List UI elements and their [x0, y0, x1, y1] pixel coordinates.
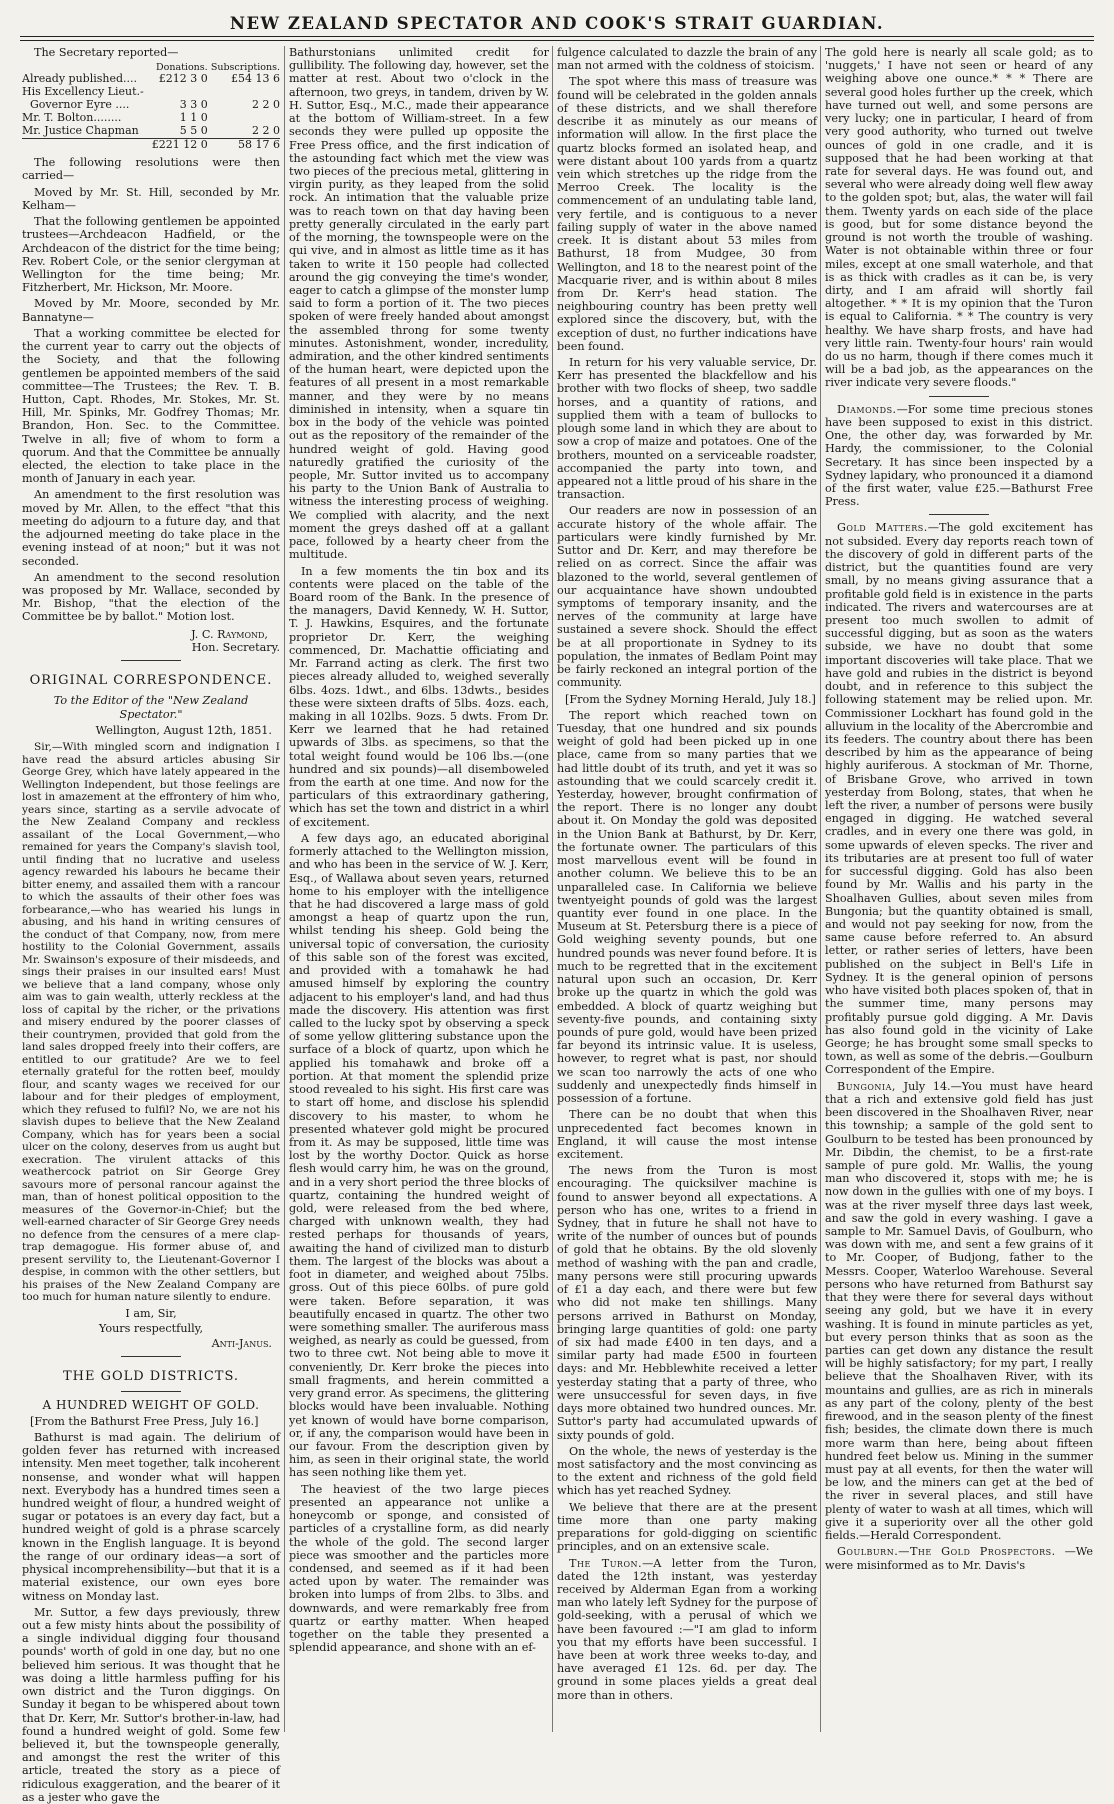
paragraph — [825, 1545, 1093, 1571]
masthead: NEW ZEALAND SPECTATOR AND COOK'S STRAIT GUARDIAN. — [229, 14, 885, 33]
table-row — [22, 125, 280, 138]
paragraph — [825, 521, 1093, 1076]
paragraph — [557, 1557, 817, 1702]
paragraph: An amendment to the second resolution was proposed by Mr. Wallace, seconded by Mr. Bishop, "that the election of the Committee be by ballot." Motion lost. — [22, 570, 280, 624]
subscriptions-table — [22, 62, 280, 152]
paragraph: The report which reached town on Tuesday, that one hundred and six pounds weight of gold had been picked up in one place, came from so many parties that we had little doubt of its truth, and yet it was so astounding that we could scarcely credit it. Yesterday, however, brought confirmation of the report. There is no longer any doubt about it. On Monday the gold was deposited in the Union Bank at Bathurst, by Dr. Kerr, the fortunate owner. The particulars of this most marvellous event will be found in another column. We believe this to be an unparalleled case. In California we believe twentyeight pounds of gold was the largest quantity ever found in one place. In the Museum at St. Petersburg there is a piece of Gold weighing seventy pounds, but one hundred pounds was never found before. It is much to be regretted that in the excitement natural upon such an occasion, Dr. Kerr broke up the quartz in which the gold was embedded. A block of quartz weighing but seventy-five pounds, and containing sixty pounds of pure gold, would have been prized far beyond its intrinsic value. It is useless, however, to regret what is past, nor should we scan too narrowly the acts of one who suddenly and unexpectedly finds himself in possession of a fortune. — [557, 708, 817, 1106]
paragraph: An amendment to the first resolution was moved by Mr. Allen, to the effect "that this meeting do adjourn to a future day, and that the adjourned meeting do take place in the evening instead of at noon;" but it was not seconded. — [22, 488, 280, 568]
letter-body: Sir,—With mingled scorn and indignation I have read the absurd articles abusing Sir George Grey, which have lately appeared in the Wellington Independent, but those feelings are lost in amazement at the effrontery of him who, years since, starting as a servile advocate of the New Zealand Company and reckless assailant of the Local Government,—who remained for years the Company's slavish tool, until finding that no lucrative and useless agency rewarded his labours he became their bitter enemy, and assailed them with a rancour to which the assaults of their other foes was forbearance,—who has wearied his lungs in abusing, and his hand in writing censures of the conduct of that Company, now, from mere hostility to the Colonial Government, assails Mr. Swainson's exposure of their misdeeds, and sings their praises in our insulted ears! Must we believe that a land company, whose only aim was to gain wealth, utterly reckless at the loss of capital by the richer, or the privations and misery endured by the poorer classes of their countrymen, provided that gold from the land sales dropped freely into their coffers, are entitled to our gratitude? Are we to feel eternally grateful for the rotten beef, mouldy flour, and scanty wages we received for our labour and for their pledges of employment, which they refused to fulfil? No, we are not his slavish dupes to believe that the New Zealand Company, which has for years been a social ulcer on the colony, deserves from us aught but execration. The virulent attacks of this weathercock patriot on Sir George Grey savours more of personal rancour against the man, than of honest political opposition to the measures of the Governor-in-Chief; but the well-earned character of Sir George Grey needs no defence from the censures of a mere clap-trap demagogue. His former abuse of, and present servility to, the Lieutenant-Governor I despise, in common with the other settlers, but his praises of the New Zealand Company are too much for human nature silently to endure. — [22, 741, 280, 1304]
secretary-report-intro: The Secretary reported— — [34, 46, 179, 59]
run-in-heading: Gold Matters. — [837, 521, 928, 535]
row-name: Mr. T. Bolton........ — [22, 111, 122, 125]
paragraph: We believe that there are at the present time more than one party making preparations for gold-digging on scientific principles, and on an extensive scale. — [557, 1500, 817, 1554]
section-rule — [929, 396, 989, 397]
paragraph: That a working committee be elected for the current year to carry out the objects of the Society, and that the following gentlemen be appointed members of the said committee—The Trustees; the Rev. T. B. Hutton, Capt. Rhodes, Mr. Stokes, Mr. St. Hill, Mr. Spinks, Mr. Godfrey Thomas; Mr. Brandon, Hon. Sec. to the Committee. Twelve in all; five of whom to form a quorum. And that the Committee be annually elected, the election to take place in the month of January in each year. — [22, 326, 280, 486]
column-4 — [825, 46, 1093, 1732]
run-in-heading: The Turon. — [569, 1556, 643, 1570]
row-subscription: 2 2 0 — [252, 98, 280, 112]
row-subscription: 2 2 0 — [252, 124, 280, 138]
source-line: [From the Sydney Morning Herald, July 18.] — [565, 692, 816, 706]
paragraph: The heaviest of the two large pieces presented an appearance not unlike a honeycomb or sponge, and consisted of particles of a crystalline form, as did nearly the whole of the gold. The second larger piece was smoother and the particles more condensed, and seemed as if it had been acted upon by water. The remainder was broken into lumps of from 2lbs. to 3lbs. and downwards, and were remarkably free from quartz or earthy matter. When heaped together on the table they presented a splendid appearance, and shone with an ef- — [289, 1482, 549, 1655]
table-total-row — [22, 139, 280, 152]
row-subscription: £54 13 6 — [231, 72, 280, 86]
section-rule — [121, 660, 181, 661]
paragraph: In return for his very valuable service, Dr. Kerr has presented the blackfellow and his brother with two flocks of sheep, two saddle horses, and a quantity of rations, and supplied them with a team of bullocks to plough some land in which they are about to sow a crop of maize and potatoes. One of the brothers, mounted on a serviceable roadster, accompanied the party into town, and appeared not a little proud of his share in the transaction. — [557, 356, 817, 502]
column-divider — [284, 46, 285, 1732]
paragraph: Mr. Suttor, a few days previously, threw out a few misty hints about the possibility of a single individual digging four thousand pounds' worth of gold in one day, but no one believed him serious. It was thought that he was doing a little harmless puffing for his own district and the Turon diggings. On Sunday it began to be whispered about town that Dr. Kerr, Mr. Suttor's brother-in-law, had found a hundred weight of gold. Some few believed it, but the townspeople generally, and amongst the rest the writer of this article, treated the story as a piece of ridiculous exaggeration, and the bearer of it as a jester who gave the — [22, 1605, 280, 1804]
section-rule — [929, 514, 989, 515]
section-heading: ORIGINAL CORRESPONDENCE. — [29, 673, 273, 689]
run-in-heading: Diamonds. — [837, 402, 897, 416]
paragraph: There can be no doubt that when this unprecedented fact becomes known in England, it will cause the most intense excitement. — [557, 1108, 817, 1161]
paragraph: A few days ago, an educated aboriginal formerly attached to the Wellington mission, and who has been in the service of W. J. Kerr, Esq., of Wallawa about seven years, returned home to his employer with the intelligence that he had discovered a large mass of gold amongst a heap of quartz upon the run, whilst tending his sheep. Gold being the universal topic of conversation, the curiosity of this sable son of the forest was excited, and provided with a tomahawk he had amused himself by exploring the country adjacent to his employer's land, and had thus made the discovery. His attention was first called to the lucky spot by observing a speck of some yellow glittering substance upon the surface of a block of quartz, upon which he applied his tomahawk and broke off a portion. At that moment the splendid prize stood revealed to his sight. His first care was to start off home, and disclose his splendid discovery to his master, to whom he presented whatever gold might be procured from it. As may be supposed, little time was lost by the worthy Doctor. Quick as horse flesh would carry him, he was on the ground, and in a very short period the three blocks of quartz, containing the hundred weight of gold, were released from the bed where, charged with unknown wealth, they had rested perhaps for thousands of years, awaiting the hand of civilized man to disturb them. The largest of the blocks was about a foot in diameter, and weighed about 75lbs. gross. Out of this piece 60lbs. of pure gold were taken. Before separation, it was beautifully encased in quartz. The other two were something smaller. The auriferous mass weighed, as nearly as could be guessed, from two to three cwt. Not being able to move it conveniently, Dr. Kerr broke the pieces into small fragments, and herein committed a very grand error. As specimens, the glittering blocks would have been invaluable. Nothing yet known of would have borne comparison, or, if any, the comparison would have been in our favour. From the description given by him, as seen in their original state, the world has seen nothing like them yet. — [289, 831, 549, 1480]
paragraph: That the following gentlemen be appointed trustees—Archdeacon Hadfield, or the Archdeacon of the district for the time being; Rev. Robert Cole, or the senior clergyman at Wellington for the time being; Mr. Fitzherbert, Mr. Hickson, Mr. Moore. — [22, 215, 280, 295]
paragraph: The spot where this mass of treasure was found will be celebrated in the golden annals of these districts, and we shall therefore describe it as minutely as our means of information will allow. In the first place the quartz blocks formed an isolated heap, and were distant about 100 yards from a quartz vein which stretches up the ridge from the Merroo Creek. The locality is the commencement of an undulating table land, very fertile, and is contiguous to a never failing supply of water in the above named creek. It is distant about 53 miles from Bathurst, 18 from Mudgee, 30 from Wellington, and 18 to the nearest point of the Macquarie river, and is within about 8 miles from Dr. Kerr's head station. The neighbouring country has been pretty well explored since the discovery, but, with the exception of dust, no further indications have been found. — [557, 75, 817, 353]
paragraph — [825, 1080, 1093, 1543]
row-donation: 3 3 0 — [179, 98, 208, 112]
paragraph: fulgence calculated to dazzle the brain of any man not armed with the coldness of stoicism. — [557, 46, 817, 73]
section-rule — [121, 1391, 181, 1392]
row-donation: 5 5 0 — [179, 124, 208, 138]
paragraph: Bathurstonians unlimited credit for gullibility. The following day, however, set the matter at rest. About two o'clock in the afternoon, two greys, in tandem, driven by W. H. Suttor, Esq., M.C., made their appearance at the bottom of William-street. In a few seconds they were pulled up opposite the Free Press office, and the first indication of the astounding fact which met the view was two pieces of the precious metal, glittering in virgin purity, as they leaped from the solid rock. An intimation that the valuable prize was to reach town on that day having been pretty generally circulated in the early part of the morning, the townspeople were on the qui vive, and in almost as little time as it has taken to write it 150 people had collected around the gig conveying the time's wonder, eager to catch a glimpse of the monster lump said to form a portion of it. The two pieces spoken of were freely handed about amongst the assembled throng for some twenty minutes. Astonishment, wonder, incredulity, admiration, and the other kindred sentiments of the human heart, were depicted upon the features of all present in a most remarkable manner, and they were by no means diminished in intensity, when a square tin box in the body of the vehicle was pointed out as the repository of the remainder of the hundred weight of gold. Having good naturedly gratified the curiosity of the people, Mr. Suttor invited us to accompany his party to the Union Bank of Australia to witness the interesting process of weighing. We complied with alacrity, and the next moment the greys dashed off at a gallant pace, followed by a hearty cheer from the multitude. — [289, 46, 549, 562]
paragraph-text: —The gold excitement has not subsided. Every day reports reach town of the discovery of gold in different parts of the district, but the quantities found are very small, by no means giving assurance that a profitable gold field is in existence in the parts indicated. The rivers and watercourses are at present too much swollen to admit of successful digging, but as soon as the waters subside, we have no doubt that some important discoveries will take place. That we have gold and rubies in the district is beyond doubt, and in reference to this subject the following statement may be relied upon. Mr. Commissioner Lockhart has found gold in the alluvium in the locality of the Abercrombie and its feeders. The country about there has been described by him as the appearance of being highly auriferous. A stockman of Mr. Thorne, of Brisbane Grove, who arrived in town yesterday from Bolong, states, that when he left the river, a number of persons were busily engaged in digging. He watched several cradles, and in every one there was gold, in some upwards of eleven specks. The river and its tributaries are at present too full of water for successful digging. Gold has also been found by Mr. Wallis and his party in the Shoalhaven Gullies, about seven miles from Bungonia; but the quantity obtained is small, and would not pay seeking for now, from the same cause before referred to. An absurd letter, or rather series of letters, have been published on the subject in Bell's Life in Sydney. It is the general opinion of persons who have visited both places spoken of, that in the summer time, many persons may profitably pursue gold digging. A Mr. Davis has also found gold in the vicinity of Lake George; he has brought some small specks to town, as well as some of the debris.—Goulburn Correspondent of the Empire. — [825, 521, 1094, 1077]
run-in-heading: Bungonia, — [837, 1079, 896, 1093]
paragraph-text: —A letter from the Turon, dated the 12th instant, was yesterday received by Alderman Egan from a working man who lately left Sydney for the purpose of gold-seeking, with a perusal of which we have been favoured :—"I am glad to inform you that my efforts have been successful. I have been at work three weeks to-day, and have averaged £1 12s. 6d. per day. The ground in some places yields a great deal more than in others. — [557, 1556, 817, 1702]
letter-closing: I am, Sir, — [125, 1306, 177, 1320]
paragraph: The gold here is nearly all scale gold; as to 'nuggets,' I have not seen or heard of any weighing above one ounce.* * * There are several good holes further up the creek, which have turned out well, and some persons are very lucky; one in particular, I heard of from very good authority, who turned out twelve ounces of gold in one cradle, and it is supposed that he had been working at that rate for several days. He was found out, and several who were already doing well flew away to the golden spot; but, alas, the water will fail them. Twenty yards on each side of the place is good, but for some distance beyond the ground is not worth the trouble of washing. Water is not obtainable within three or four miles, except at one small waterhole, and that is as thick with cradles as it can be, is very dirty, and I am afraid will shortly fail altogether. * * It is my opinion that the Turon is equal to California. * * The country is very healthy. We have sharp frosts, and have had very little rain. Twenty-four hours' rain would do us no harm, though if there comes much it will be a bad job, as the appearances on the river indicate very severe floods." — [825, 46, 1093, 390]
dateline: Wellington, August 12th, 1851. — [95, 723, 272, 737]
row-name: His Excellency Lieut.- — [22, 85, 144, 99]
column-2 — [289, 46, 549, 1732]
paragraph: Our readers are now in possession of an accurate history of the whole affair. The particulars were kindly furnished by Mr. Suttor and Dr. Kerr, and may therefore be relied on as correct. Since the affair was blazoned to the world, several gentlemen of our acquaintance have shown undoubted symptoms of temporary insanity, and the nerves of the community at large have sustained a severe shock. Should the effect be at all proportionate in Sydney to its population, the inmates of Bedlam Point may be fairly reckoned an integral portion of the community. — [557, 504, 817, 690]
section-heading: THE GOLD DISTRICTS. — [62, 1369, 240, 1385]
col-donations-header: Donations. — [155, 62, 208, 74]
to-editor-line: To the Editor of the "New Zealand Spectator." — [53, 694, 249, 721]
article-subheading: A HUNDRED WEIGHT OF GOLD. — [42, 1397, 260, 1412]
paragraph: Moved by Mr. Moore, seconded by Mr. Bannatyne— — [22, 297, 280, 324]
letter-signature: Anti-Janus. — [211, 1337, 272, 1351]
paragraph-text: —We were misinformed as to Mr. Davis's — [825, 1545, 1093, 1572]
paragraph — [825, 403, 1093, 509]
row-donation: 1 1 0 — [179, 111, 208, 125]
paragraph-text: —For some time precious stones have been supposed to exist in this district. One, the other day, was forwarded by Mr. Hardy, the commissioner, to the Colonial Secretary. It has since been inspected by a Sydney lapidary, who pronounced it a diamond of the first water, value £25.—Bathurst Free Press. — [825, 402, 1093, 509]
paragraph: Moved by Mr. St. Hill, seconded by Mr. Kelham— — [22, 185, 280, 212]
row-name: Governor Eyre .... — [30, 98, 130, 112]
source-line: [From the Bathurst Free Press, July 16.] — [30, 1414, 259, 1428]
column-1 — [22, 46, 280, 1804]
paragraph-text: July 14.—You must have heard that a rich and extensive gold field has just been discovered in the Shoalhaven River, near this township; a sample of the gold sent to Goulburn to be tested has been pronounced by Mr. Dibdin, the chemist, to be a first-rate sample of pure gold. Mr. Wallis, the young man who discovered it, stops with me; he is now down in the gullies with one of my boys. I was at the river myself three days last week, and saw the gold in every washing. I gave a sample to Mr. Samuel Davis, of Goulburn, who was down with me, and sent a few grains of it to Mr. Cooper, of Budjong, father to the Messrs. Cooper, Waterloo Warehouse. Several persons who have returned from Bathurst say that they were there for several days without seeing any gold, but we have it in every washing. It is found in minute particles as yet, but every person thinks that as soon as the parties can get down any distance the result will be highly satisfactory; for my part, I really believe that the Shoalhaven River, with its mountains and gullies, are as rich in minerals as any part of the colony, plenty of the best firewood, and in the season plenty of the finest fish; besides, the climate down there is much more warm than here, being about fifteen hundred feet below us. Mining in the summer must pay at all events, for then the water will be low, and the miners can get at the bed of the river in several places, and still have plenty of water to wash at all times, which will give it a superiority over all the other gold fields.—Herald Correspondent. — [825, 1079, 1093, 1543]
column-divider — [820, 46, 821, 1732]
paragraph: The news from the Turon is most encouraging. The quicksilver machine is found to answer beyond all expectations. A person who has one, writes to a friend in Sydney, that in future he shall not have to write of the number of ounces but of pounds of gold that he obtains. By the old slovenly method of washing with the pan and cradle, many persons were still procuring upwards of £1 a day each, and there were but few who did not make ten shillings. Many persons arrived in Bathurst on Monday, bringing large quantities of gold: one party of six had made £400 in ten days, and a similar party had made £500 in fourteen days: and Mr. Hebblewhite received a letter yesterday stating that a party of three, who were unsuccessful for seven days, in five days more obtained two hundred ounces. Mr. Suttor's party had accumulated upwards of sixty pounds of gold. — [557, 1164, 817, 1442]
col-subscriptions-header: Subscriptions. — [210, 62, 280, 74]
column-3 — [557, 46, 817, 1732]
signature-name: J. C. Raymond, — [191, 627, 268, 641]
run-in-heading: Goulburn.—The Gold Prospectors. — [837, 1545, 1056, 1559]
masthead-rule — [20, 36, 1094, 37]
signature-title: Hon. Secretary. — [191, 640, 280, 654]
paragraph: The following resolutions were then carried— — [22, 156, 280, 183]
section-rule — [121, 1356, 181, 1357]
letter-closing: Yours respectfully, — [98, 1321, 204, 1335]
row-name: Already published.... — [22, 72, 138, 86]
total-donations: £221 12 0 — [149, 139, 208, 152]
masthead-rule-lower — [20, 40, 1094, 41]
paragraph: In a few moments the tin box and its contents were placed on the table of the Board room of the Bank. In the presence of the managers, David Kennedy, W. H. Suttor, T. J. Hawkins, Esquires, and the fortunate proprietor Dr. Kerr, the weighing commenced, Dr. Machattie officiating and Mr. Farrand acting as clerk. The first two pieces already alluded to, weighed severally 6lbs. 4ozs. 1dwt., and 6lbs. 13dwts., besides these were sixteen drafts of 5lbs. 4ozs. each, making in all 102lbs. 9ozs. 5 dwts. From Dr. Kerr we learned that he had retained upwards of 3lbs. as specimens, so that the total weight found would be 106 lbs.—(one hundred and six pounds)—all disemboweled from the earth at one time. And now for the particulars of this extraordinary gathering, which has set the town and district in a whirl of excitement. — [289, 564, 549, 829]
row-name: Mr. Justice Chapman — [22, 124, 139, 138]
paragraph: Bathurst is mad again. The delirium of golden fever has returned with increased intensity. Men meet together, talk incoherent nonsense, and wonder what will happen next. Everybody has a hundred times seen a hundred weight of flour, a hundred weight of sugar or potatoes is an every day fact, but a hundred weight of gold is a phrase scarcely known in the English language. It is beyond the range of our ordinary ideas—a sort of physical incomprehensibility—but that it is a material existence, our own eyes bore witness on Monday last. — [22, 1430, 280, 1603]
paragraph: On the whole, the news of yesterday is the most satisfactory and the most convincing as to the extent and richness of the gold field which has yet reached Sydney. — [557, 1444, 817, 1498]
total-subscriptions: 58 17 6 — [208, 139, 280, 152]
column-divider — [552, 46, 553, 1732]
row-donation: £212 3 0 — [158, 72, 208, 86]
